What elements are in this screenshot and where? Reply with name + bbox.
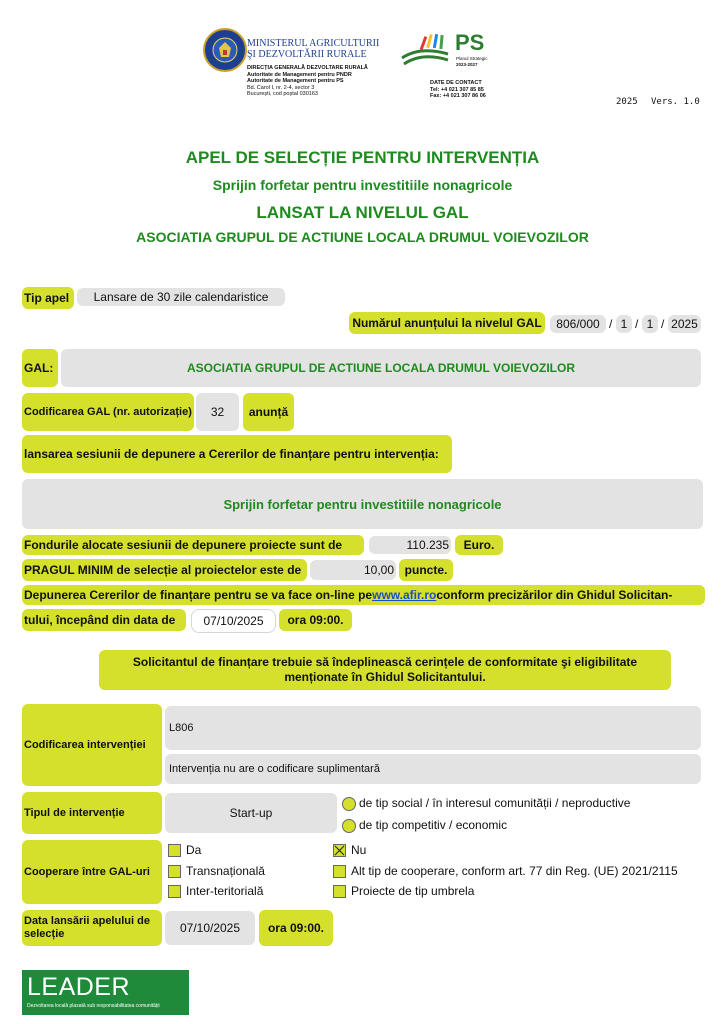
tipul-interventie-value: Start-up xyxy=(165,793,337,833)
ministry-details: DIRECȚIA GENERALĂ DEZVOLTARE RURALĂ Autoritate de Management pentru PNDR Autoritate de Management pentru PS Bd. Carol I, nr. 2-4, sector 3 București, cod poștal 030163 xyxy=(247,65,368,97)
depunere-ora: ora 09:00. xyxy=(279,609,352,631)
codificare-gal-label: Codificarea GAL (nr. autorizație) xyxy=(22,393,194,431)
checkbox-nu-checked-icon[interactable] xyxy=(333,844,346,857)
checkbox-da-icon[interactable] xyxy=(168,844,181,857)
radio-social[interactable]: de tip social / în interesul comunității / neproductive xyxy=(342,796,630,811)
checkbox-alt-tip-icon[interactable] xyxy=(333,865,346,878)
radio-competitiv[interactable]: de tip competitiv / economic xyxy=(342,818,507,833)
title-line4: ASOCIATIA GRUPUL DE ACTIUNE LOCALA DRUMUL VOIEVOZILOR xyxy=(136,229,589,245)
tipul-interventie-label: Tipul de intervenție xyxy=(22,792,162,834)
codificare-gal-value: 32 xyxy=(196,393,239,431)
anunta-label: anunță xyxy=(243,393,294,431)
gal-label: GAL: xyxy=(22,349,58,387)
leader-logo xyxy=(22,970,189,1015)
depunere-line2: tului, începând din data de xyxy=(22,609,186,631)
tip-apel-value: Lansare de 30 zile calendaristice xyxy=(77,288,285,306)
nr-anunt-label: Numărul anunțului la nivelul GAL xyxy=(349,312,545,334)
data-lansarii-label: Data lansării apelului de selecție xyxy=(22,910,162,946)
checkbox-transnationala-icon[interactable] xyxy=(168,865,181,878)
checkbox-inter-teritoriala[interactable]: Inter-teritorială xyxy=(168,884,263,898)
contact-info: DATE DE CONTACT Tel: +4 021 307 85 85 Fax: +4 021 307 86 06 xyxy=(430,80,486,99)
codificare-value-1: L806 xyxy=(165,706,701,750)
gov-seal-icon xyxy=(203,28,247,72)
prag-label: PRAGUL MINIM de selecție al proiectelor este de xyxy=(22,559,307,581)
lansarea-text: lansarea sesiunii de depunere a Cererilor de finanțare pentru intervenția: xyxy=(22,435,452,473)
doc-version: Vers. 1.0 xyxy=(651,97,700,107)
prag-value: 10,00 xyxy=(310,560,396,580)
checkbox-umbrela[interactable]: Proiecte de tip umbrela xyxy=(333,884,474,898)
prag-unit: puncte. xyxy=(399,559,453,581)
interventie-name: Sprijin forfetar pentru investitiile nonagricole xyxy=(22,479,703,529)
slash-2: / xyxy=(635,317,639,331)
radio-competitiv-icon[interactable] xyxy=(342,819,356,833)
ministry-name: MINISTERUL AGRICULTURII ŞI DEZVOLTĂRII RURALE xyxy=(247,38,380,60)
doc-year: 2025 xyxy=(616,97,638,107)
codificare-interventiei-label: Codificarea intervenției xyxy=(22,704,162,786)
depunere-text-1: Depunerea Cererilor de finanțare pentru se va face on-line pe xyxy=(24,588,373,602)
leader-logo-title: LEADER xyxy=(27,973,131,1001)
slash-3: / xyxy=(661,317,665,331)
solicitant-note: Solicitantul de finanțare trebuie să îndeplinească cerințele de conformitate şi eligibilitate menționate în Ghidul Solicitantului. xyxy=(99,650,671,690)
depunere-text-2: conform precizărilor din Ghidul Solicitan- xyxy=(436,588,673,602)
nr-anunt-part4: 2025 xyxy=(668,315,701,333)
nr-anunt-part3: 1 xyxy=(642,315,658,333)
codificare-value-2: Intervenția nu are o codificare suplimentară xyxy=(165,754,701,784)
checkbox-inter-teritoriala-icon[interactable] xyxy=(168,885,181,898)
leader-logo-subtitle: Dezvoltarea locală plasată sub responsabilitatea comunității xyxy=(27,1003,160,1009)
fonduri-value: 110.235 xyxy=(369,536,451,554)
title-line2: Sprijin forfetar pentru investitiile nonagricole xyxy=(212,177,513,193)
title-line1: APEL DE SELECȚIE PENTRU INTERVENȚIA xyxy=(185,148,540,167)
gal-value: ASOCIATIA GRUPUL DE ACTIUNE LOCALA DRUMUL VOIEVOZILOR xyxy=(61,349,701,387)
checkbox-transnationala[interactable]: Transnațională xyxy=(168,864,265,878)
checkbox-umbrela-icon[interactable] xyxy=(333,885,346,898)
nr-anunt-part2: 1 xyxy=(616,315,632,333)
cooperare-label: Cooperare între GAL-uri xyxy=(22,840,162,904)
ps-logo-text: PS xyxy=(455,30,485,55)
radio-social-icon[interactable] xyxy=(342,797,356,811)
depunere-line1 xyxy=(22,585,705,605)
afir-link[interactable]: www.afir.ro xyxy=(372,588,437,602)
depunere-date: 07/10/2025 xyxy=(191,609,276,633)
data-lansarii-ora: ora 09:00. xyxy=(259,910,333,946)
data-lansarii-value: 07/10/2025 xyxy=(165,911,255,945)
fonduri-unit: Euro. xyxy=(455,535,503,555)
nr-anunt-part1: 806/000 xyxy=(550,315,606,333)
checkbox-da[interactable]: Da xyxy=(168,843,201,857)
checkbox-nu[interactable]: Nu xyxy=(333,843,366,857)
tip-apel-label: Tip apel xyxy=(22,287,74,309)
checkbox-alt-tip[interactable]: Alt tip de cooperare, conform art. 77 din Reg. (UE) 2021/2115 xyxy=(333,864,678,878)
title-line3: LANSAT LA NIVELUL GAL xyxy=(256,203,469,222)
slash-1: / xyxy=(609,317,613,331)
fonduri-label: Fondurile alocate sesiunii de depunere proiecte sunt de xyxy=(22,535,364,555)
ps-logo-subtitle: Planul Strategic 2023-2027 xyxy=(456,56,488,67)
ps-logo-icon xyxy=(400,30,452,70)
